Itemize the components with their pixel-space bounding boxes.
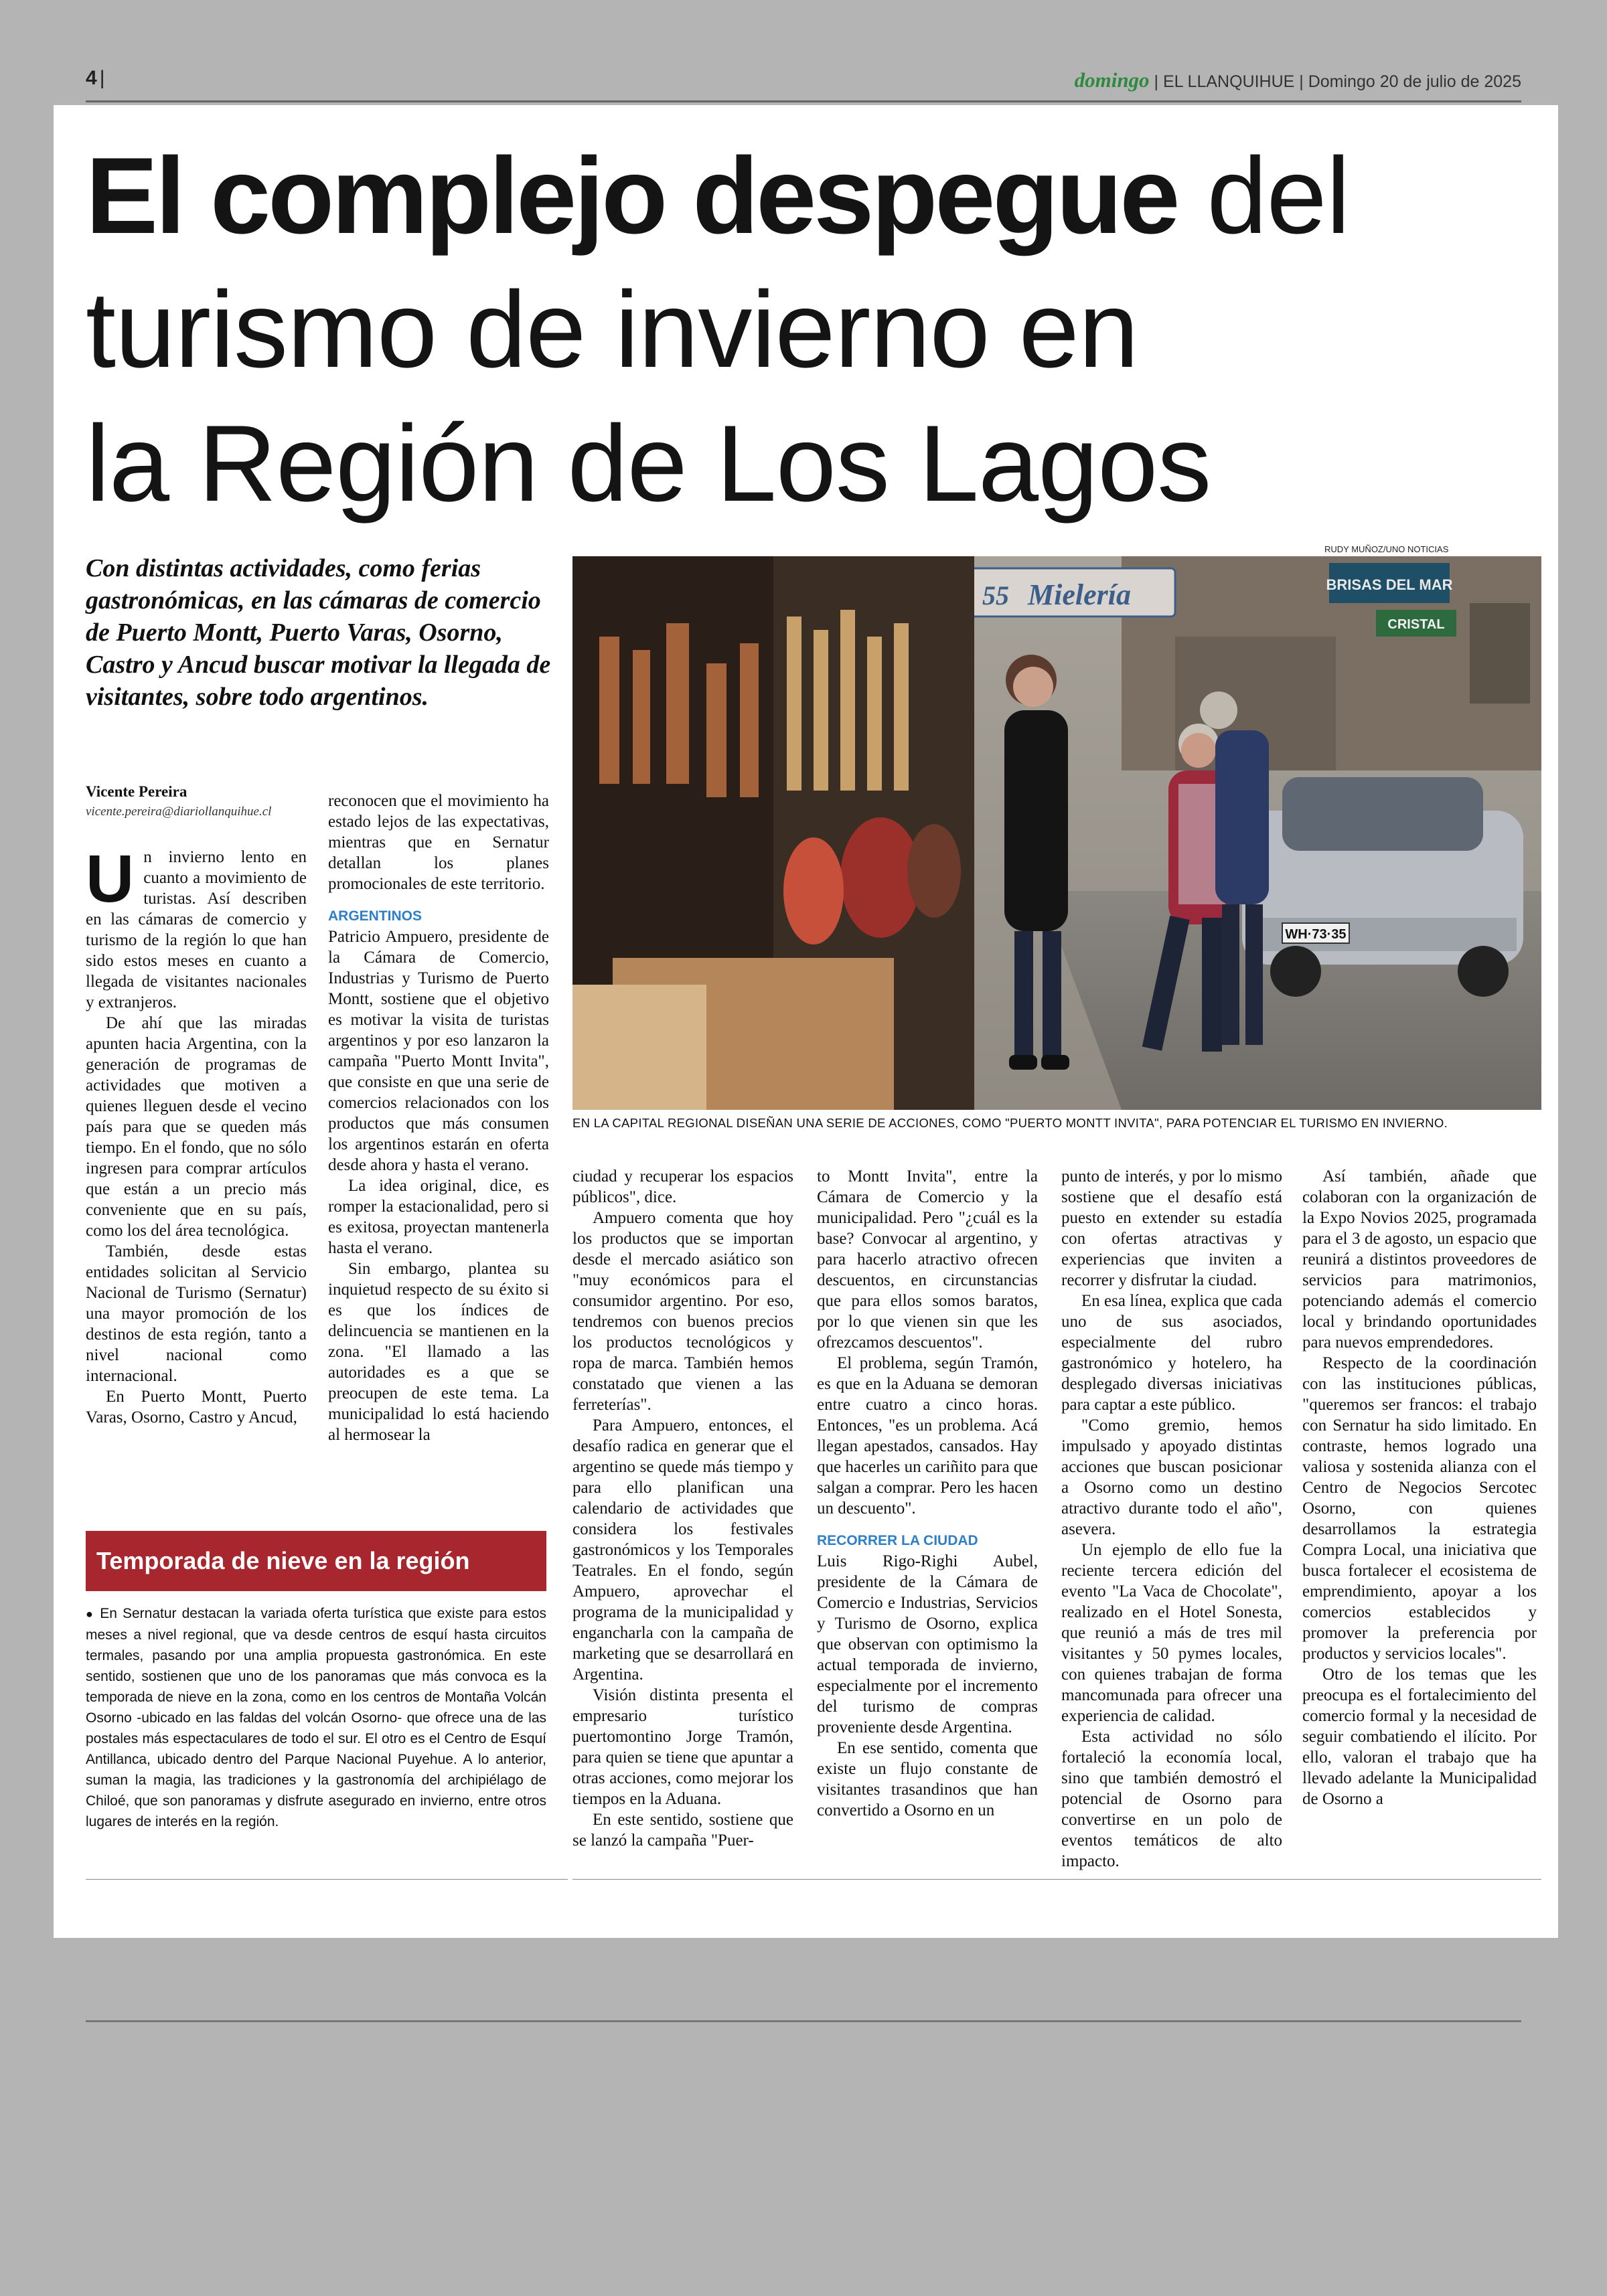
paragraph: Para Ampuero, entonces, el desafío radica en generar que el argentino se quede más tiempo y para ello planifican una calendario de actividades que considera los festivales gastronómicos y los Temporales Teatrales. En el fondo, según Ampuero, aprovechar el programa de la municipalidad y engancharla con la campaña de marketing que se desarrollará en Argentina. <box>572 1416 793 1684</box>
paragraph: En ese sentido, comenta que existe un flujo constante de visitantes trasandinos que han convertido a Osorno en un <box>817 1739 1038 1819</box>
mieleria-number: 55 <box>982 580 1009 610</box>
paragraph: En este sentido, sostiene que se lanzó la campaña "Puer- <box>572 1811 793 1850</box>
article-column-1 <box>86 841 307 1428</box>
paragraph: En Puerto Montt, Puerto Varas, Osorno, Castro y Ancud, <box>86 1388 307 1426</box>
paragraph: punto de interés, y por lo mismo sostiene que el desafío está puesto en extender su estadía con ofertas atractivas y experiencias que inviten a recorrer y disfrutar la ciudad. <box>1061 1167 1282 1289</box>
street-market-photo <box>572 556 1541 1110</box>
headline-line2: turismo de invierno en <box>86 269 1138 390</box>
paragraph: to Montt Invita", entre la Cámara de Comercio y la municipalidad. Pero "¿cuál es la base? Convocar al argentino, y para hacerlo atractivo ofrecen descuentos, en circunstancias que para ellos somos baratos, por lo que vienen sin que les ofrezcamos descuentos". <box>817 1167 1038 1351</box>
newspaper-dateline <box>1075 68 1521 92</box>
cristal-sign: CRISTAL <box>1387 617 1445 632</box>
license-plate: WH·73·35 <box>1285 927 1347 942</box>
article-column-2 <box>328 791 549 1445</box>
paragraph: La idea original, dice, es romper la estacionalidad, pero si es exitosa, proyectan mantenerla hasta el verano. <box>328 1177 549 1257</box>
paragraph: Visión distinta presenta el empresario turístico puertomontino Jorge Tramón, para quien se tiene que apuntar a otras acciones, como mejorar los tiempos en la Aduana. <box>572 1686 793 1808</box>
paragraph: El problema, según Tramón, es que en la Aduana se demoran entre cuatro a cinco horas. Entonces, "es un problema. Acá llegan apestados, cansados. Hay que hacerles un cariñito para que salgan a comprar. Pero les hacen un descuento". <box>817 1354 1038 1518</box>
column-bottom-rule <box>86 1879 568 1880</box>
sidebar-box <box>86 1531 546 1832</box>
brisas-sign: BRISAS DEL MAR <box>1326 576 1453 593</box>
photo-caption: EN LA CAPITAL REGIONAL DISEÑAN UNA SERIE DE ACCIONES, COMO "PUERTO MONTT INVITA", PARA POTENCIAR EL TURISMO EN INVIERNO. <box>572 1116 1448 1130</box>
mieleria-sign: Mielería <box>1028 578 1131 611</box>
paragraph <box>86 841 307 1013</box>
deck: Con distintas actividades, como ferias gastronómicas, en las cámaras de comercio de Puerto Montt, Puerto Varas, Osorno, Castro y Ancud buscar motivar la llegada de visitantes, sobre todo argentinos. <box>86 554 551 711</box>
paragraph: Esta actividad no sólo fortaleció la economía local, sino que también demostró el potencial de Osorno para convertirse en un polo de eventos temáticos de alto impacto. <box>1061 1728 1282 1870</box>
article-column-6 <box>1302 1166 1537 1809</box>
footer-rule <box>86 2020 1521 2022</box>
bullet-icon: ● <box>86 1607 95 1621</box>
sidebar-box-body: En Sernatur destacan la variada oferta turística que existe para estos meses a nivel regional, que va desde centros de esquí hasta circuitos termales, pasando por una amplia propuesta gastronómica. En este sentido, sostienen que uno de los panoramas que más convoca es la temporada de nieve en la zona, como en los centros de Montaña Volcán Osorno -ubicado en las faldas del volcán Osorno- que ofrece una de las postales más espectaculares de todo el sur. El otro es el Centro de Esquí Antillanca, ubicado dentro del Parque Nacional Puyehue. A lo anterior, suman la magia, las tradiciones y la gastronomía del archipiélago de Chiloé, que son panoramas y disfrute asegurado en invierno, entre otros lugares de interés en la región. <box>86 1606 546 1829</box>
paragraph: Sin embargo, plantea su inquietud respecto de su éxito si es que los índices de delincuencia se mantienen en la zona. "El llamado a las autoridades es a que se preocupen de este tema. La municipalidad lo está haciendo al hermosear la <box>328 1260 549 1444</box>
paragraph: Ampuero comenta que hoy los productos que se importan desde el mercado asiático son "muy económicos para el consumidor argentino. Por eso, tendremos con buenos precios los productos tecnológicos y ropa de marca. También hemos constatado que vienen a las ferreterías". <box>572 1209 793 1414</box>
header-rule <box>86 100 1521 102</box>
page-header <box>86 64 1521 98</box>
headline <box>86 129 1545 531</box>
headline-line3: la Región de Los Lagos <box>86 403 1211 524</box>
article-column-4 <box>817 1166 1038 1821</box>
article-photo <box>572 556 1541 1110</box>
page-number-separator: | <box>99 67 105 89</box>
article-column-5 <box>1061 1166 1282 1872</box>
paragraph: Luis Rigo-Righi Aubel, presidente de la Cámara de Comercio e Industrias, Servicios y Turismo de Osorno, explica que observan con optimismo la actual temporada de invierno, especialmente por el incremento del turismo de compras proveniente desde Argentina. <box>817 1552 1038 1736</box>
photo-credit: RUDY MUÑOZ/UNO NOTICIAS <box>1324 544 1449 554</box>
paragraph: También, desde estas entidades solicitan al Servicio Nacional de Turismo (Sernatur) una mayor promoción de los destinos de esta región, tanto a nivel nacional como internacional. <box>86 1242 307 1385</box>
section-brand: domingo <box>1074 68 1150 92</box>
paragraph: "Como gremio, hemos impulsado y apoyado distintas acciones que buscan posicionar a Osorno como un destino atractivo durante todo el año", asevera. <box>1061 1416 1282 1538</box>
paragraph: De ahí que las miradas apunten hacia Argentina, con la generación de programas de actividades que motiven a quienes lleguen desde el vecino país para que se queden más tiempo. En el fondo, que no sólo ingresen para comprar artículos que están a un precio más conveniente que en su país, como los del área tecnológica. <box>86 1014 307 1240</box>
page-number <box>86 67 104 90</box>
article-page <box>54 105 1558 1938</box>
drop-cap: U <box>86 841 135 916</box>
paragraph: Así también, añade que colaboran con la organización de la Expo Novios 2025, programada para el 3 de agosto, un espacio que reunirá a distintos proveedores de servicios para matrimonios, potenciando además el comercio local y brindando oportunidades para nuevos emprendedores. <box>1302 1167 1537 1351</box>
newspaper-name-date: | EL LLANQUIHUE | Domingo 20 de julio de 2025 <box>1154 72 1521 91</box>
page-number-value: 4 <box>86 67 97 89</box>
sidebar-box-text <box>86 1603 546 1832</box>
author-name: Vicente Pereira <box>86 783 187 800</box>
paragraph: Un ejemplo de ello fue la reciente tercera edición del evento "La Vaca de Chocolate", realizado en el Hotel Sonesta, que reunió a más de tres mil visitantes y 50 pymes locales, con quienes trabajan de forma mancomunada para ofrecer una experiencia de calidad. <box>1061 1541 1282 1725</box>
subhead-recorrer: RECORRER LA CIUDAD <box>817 1533 978 1548</box>
paragraph: ciudad y recuperar los espacios públicos", dice. <box>572 1167 793 1206</box>
author-email[interactable]: vicente.pereira@diariollanquihue.cl <box>86 805 272 819</box>
sidebar-box-title: Temporada de nieve en la región <box>86 1531 546 1591</box>
paragraph: En esa línea, explica que cada uno de sus asociados, especialmente del rubro gastronómico y hotelero, ha desplegado diversas iniciativas para captar a este público. <box>1061 1292 1282 1414</box>
column-bottom-rule-right <box>572 1879 1541 1880</box>
headline-light-line1: del <box>1177 135 1350 256</box>
paragraph: reconocen que el movimiento ha estado lejos de las expectativas, mientras que en Sernatur detallan los planes promocionales de este territorio. <box>328 792 549 893</box>
byline <box>86 781 354 821</box>
paragraph-text: n invierno lento en cuanto a movimiento de turistas. Así describen en las cámaras de comercio y turismo de la región lo que han sido estos meses en cuanto a llegada de visitantes nacionales y extranjeros. <box>86 848 307 1011</box>
article-column-3 <box>572 1166 793 1851</box>
paragraph: Otro de los temas que les preocupa es el fortalecimiento del comercio formal y la necesidad de seguir combatiendo el ilícito. Por ello, valoran el trabajo que ha llevado adelante la Municipalidad de Osorno a <box>1302 1665 1537 1808</box>
paragraph: Patricio Ampuero, presidente de la Cámara de Comercio, Industrias y Turismo de Puerto Montt, sostiene que el objetivo es motivar la visita de turistas argentinos y por eso lanzaron la campaña "Puerto Montt Invita", que consiste en que una serie de comercios relacionados con los productos que más consumen los argentinos estarán en oferta desde ahora y hasta el verano. <box>328 928 549 1174</box>
paragraph: Respecto de la coordinación con las instituciones públicas, "queremos ser francos: el trabajo con Sernatur ha sido limitado. En contraste, hemos logrado una valiosa y sostenida alianza con el Centro de Negocios Sercotec Osorno, con quienes desarrollamos la estrategia Compra Local, una iniciativa que busca fortalecer el ecosistema de emprendimiento, apoyar a los comercios establecidos y promover la preferencia por productos y servicios locales". <box>1302 1354 1537 1663</box>
subhead-argentinos: ARGENTINOS <box>328 908 423 924</box>
headline-bold: El complejo despegue <box>86 135 1178 256</box>
